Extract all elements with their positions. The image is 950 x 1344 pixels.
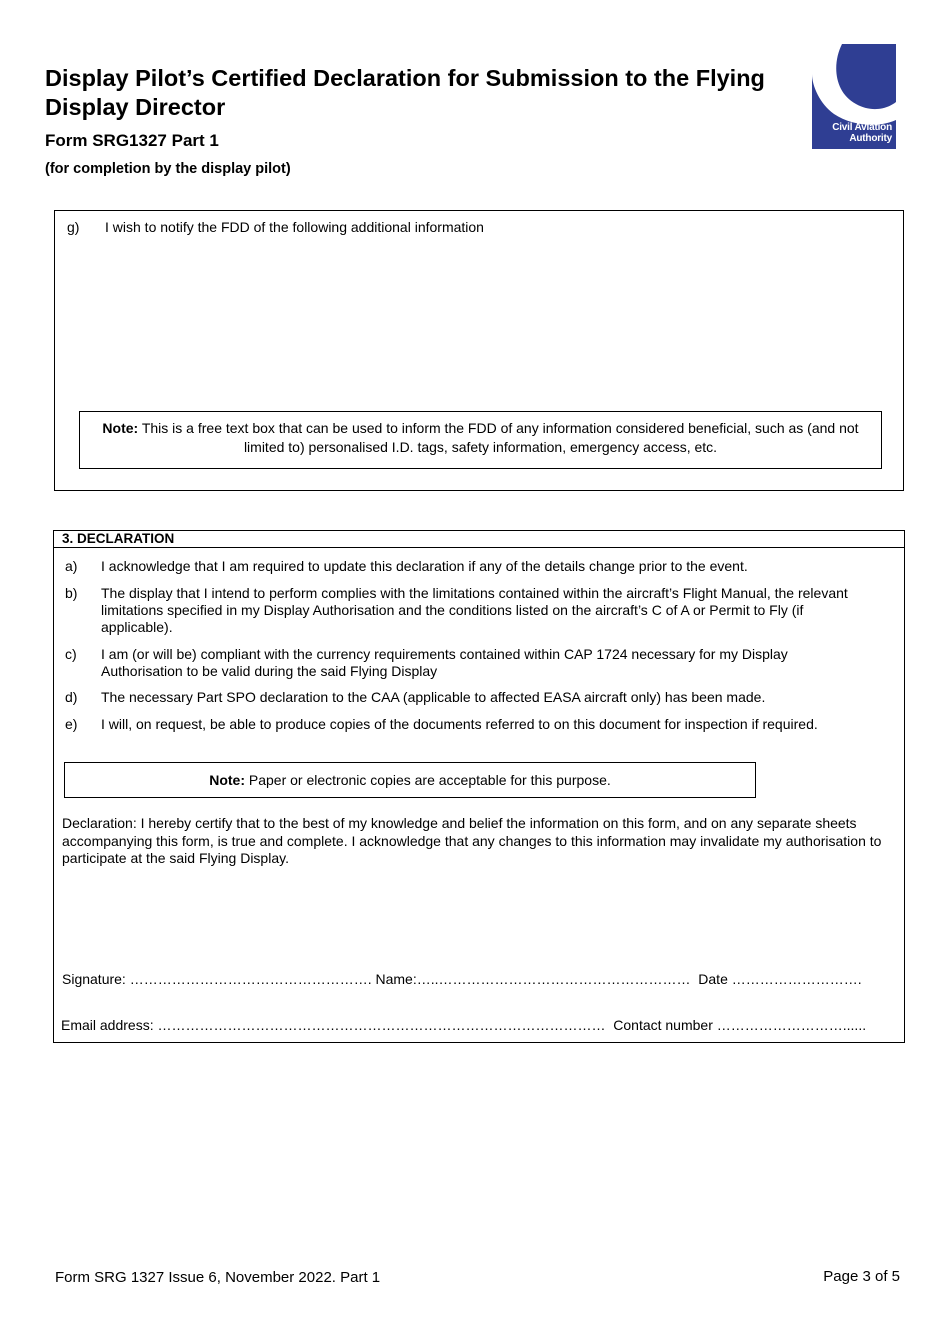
declaration-heading: 3. DECLARATION (54, 531, 904, 548)
item-d-text: The necessary Part SPO declaration to the CAA (applicable to affected EASA aircraft only) has been made. (101, 689, 766, 705)
item-c-text: I am (or will be) compliant with the currency requirements contained within CAP 1724 necessary for my Display Authorisation to be valid during the said Flying Display (101, 646, 788, 679)
footer-page-number: Page 3 of 5 (823, 1268, 900, 1285)
item-g-text: I wish to notify the FDD of the following additional information (105, 219, 484, 235)
note-text: Paper or electronic copies are acceptable for this purpose. (245, 772, 611, 788)
signature-name-date-fields[interactable]: Signature: ……………………………………………. Name:…..……………………………………………… Date ………………………. (62, 971, 862, 987)
additional-info-note (79, 411, 882, 469)
form-id: Form SRG1327 Part 1 (45, 131, 219, 150)
copies-note (64, 762, 756, 798)
email-contact-fields[interactable]: Email address: …………………………………………………………………………………… Contact number ………………………...... (61, 1017, 867, 1033)
logo-line-1: Civil Aviation (832, 122, 892, 133)
note-prefix: Note: (209, 772, 245, 788)
item-c-label: c) (65, 646, 77, 662)
footer-form-info: Form SRG 1327 Issue 6, November 2022. Part 1 (55, 1269, 381, 1286)
caa-logo (812, 44, 896, 149)
logo-text (832, 122, 892, 144)
page-subtitle: (for completion by the display pilot) (45, 161, 291, 177)
page-title: Display Pilot’s Certified Declaration for Submission to the Flying Display Director (45, 65, 765, 120)
logo-line-2: Authority (849, 133, 892, 144)
note-text: This is a free text box that can be used to inform the FDD of any information considered beneficial, such as (and not limited to) personalised I.D. tags, safety information, emergency access, etc. (138, 420, 859, 455)
item-g-label: g) (67, 219, 80, 235)
item-d-label: d) (65, 689, 78, 705)
item-b-label: b) (65, 585, 78, 601)
item-e-text: I will, on request, be able to produce copies of the documents referred to on this document for inspection if required. (101, 716, 818, 732)
item-e-label: e) (65, 716, 78, 732)
note-prefix: Note: (102, 420, 139, 436)
item-a-label: a) (65, 558, 78, 574)
declaration-statement: Declaration: I hereby certify that to the best of my knowledge and belief the information on this form, and on any separate sheets accompanying this form, is true and complete. I acknowledge that any changes to this information may invalidate my authorisation to participate at the said Flying Display. (62, 815, 882, 866)
item-b-text: The display that I intend to perform complies with the limitations contained within the aircraft’s Flight Manual, the relevant limitations specified in my Display Authorisation and the conditions listed on the aircraft’s C of A or Permit to Fly (if applicable). (101, 585, 848, 635)
item-a-text: I acknowledge that I am required to update this declaration if any of the details change prior to the event. (101, 558, 748, 574)
